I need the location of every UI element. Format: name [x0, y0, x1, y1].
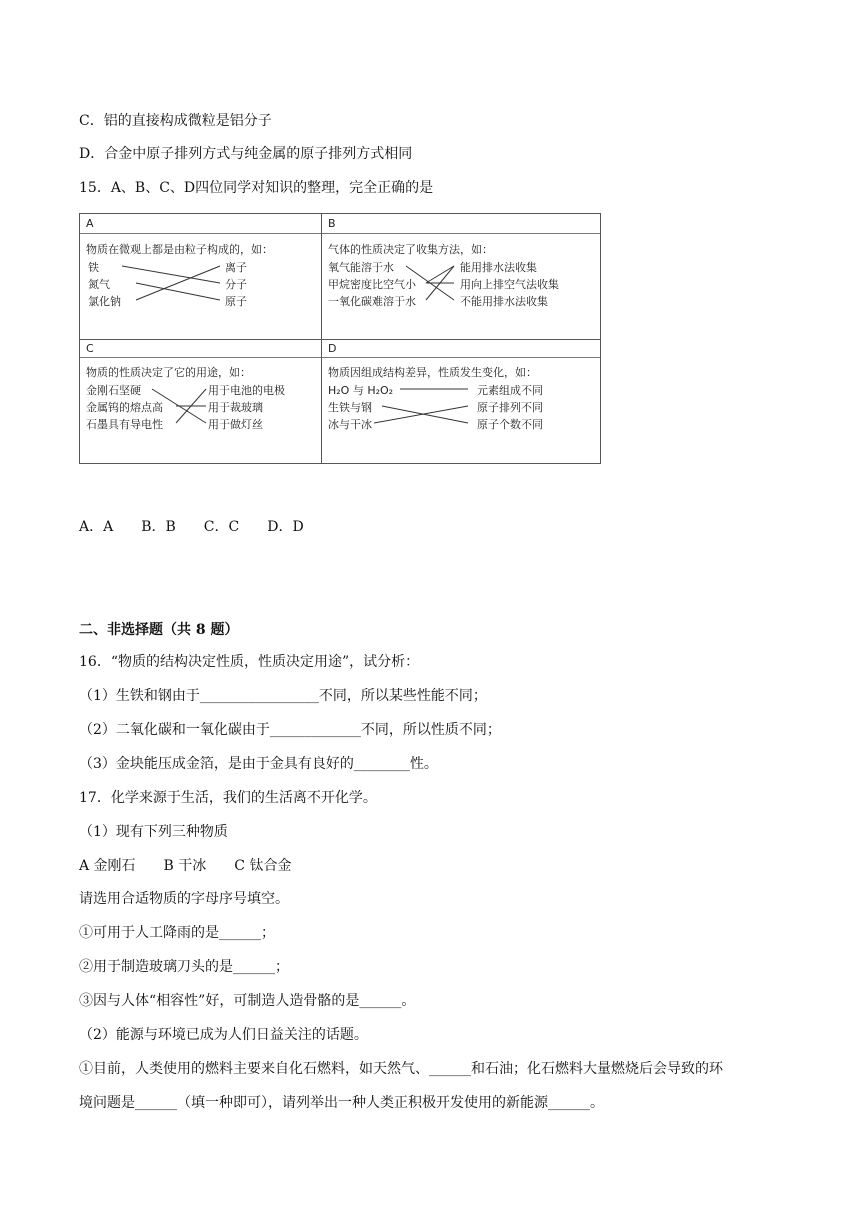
- question-17-stem: 17．化学来源于生活，我们的生活离不开化学。: [79, 790, 377, 806]
- option-d: D．合金中原子排列方式与纯金属的原子排列方式相同: [79, 146, 413, 162]
- cell-intro: 物质在微观上都是由粒子构成的，如：: [86, 243, 273, 256]
- knowledge-table: [79, 213, 601, 464]
- right-item: 原子: [225, 295, 247, 308]
- question-17-blank-2: ②用于制造玻璃刀头的是______；: [79, 959, 289, 975]
- question-15-answers: A．A B．B C．C D．D: [79, 519, 304, 535]
- right-item: 元素组成不同: [477, 384, 543, 397]
- table-cell-c: [80, 340, 320, 465]
- question-17-part-1: （1）现有下列三种物质: [79, 824, 228, 840]
- question-17-blank-1: ①可用于人工降雨的是______；: [79, 925, 275, 941]
- cell-header: B: [328, 217, 336, 230]
- right-item: 分子: [225, 278, 247, 291]
- question-17-blank-4a: ①目前，人类使用的燃料主要来自化石燃料，如天然气、______和石油；化石燃料大量燃烧后会导致的环: [79, 1061, 723, 1077]
- matching-lines: [322, 214, 600, 339]
- substance-choices: A 金刚石 B 干冰 C 钛合金: [79, 858, 292, 874]
- left-item: 氯化钠: [88, 295, 121, 308]
- question-16-part-3: （3）金块能压成金箔，是由于金具有良好的________性。: [79, 756, 438, 772]
- left-item: 冰与干冰: [328, 418, 372, 431]
- question-17-blank-4b: 境问题是______（填一种即可），请列举出一种人类正积极开发使用的新能源______。: [79, 1095, 604, 1111]
- left-item: 一氧化碳难溶于水: [328, 295, 416, 308]
- left-item: 金刚石坚硬: [86, 384, 141, 397]
- left-item: 甲烷密度比空气小: [328, 278, 416, 291]
- left-item: H₂O 与 H₂O₂: [328, 384, 394, 397]
- question-17-blank-3: ③因与人体“相容性”好，可制造人造骨骼的是______。: [79, 993, 416, 1009]
- right-item: 原子排列不同: [477, 401, 543, 414]
- left-item: 氮气: [88, 278, 110, 291]
- matching-lines: [322, 340, 600, 465]
- cell-header: C: [86, 342, 94, 355]
- right-item: 用向上排空气法收集: [460, 278, 559, 291]
- right-item: 用于电池的电极: [208, 384, 285, 397]
- table-cell-a: [80, 214, 320, 339]
- right-item: 离子: [225, 261, 247, 274]
- right-item: 不能用排水法收集: [460, 295, 548, 308]
- cell-intro: 物质因组成结构差异，性质发生变化，如：: [328, 366, 537, 379]
- question-15-stem: 15．A、B、C、D四位同学对知识的整理，完全正确的是: [79, 180, 434, 196]
- option-c: C．铝的直接构成微粒是铝分子: [79, 113, 272, 129]
- cell-header: D: [328, 342, 337, 355]
- right-item: 能用排水法收集: [460, 261, 537, 274]
- left-item: 铁: [88, 261, 99, 274]
- cell-intro: 物质的性质决定了它的用途，如：: [86, 366, 251, 379]
- table-cell-b: [322, 214, 600, 339]
- left-item: 金属钨的熔点高: [86, 401, 163, 414]
- question-16-part-1: （1）生铁和钢由于_________________不同，所以某些性能不同；: [79, 688, 487, 704]
- question-17-instruction: 请选用合适物质的字母序号填空。: [79, 891, 289, 907]
- left-item: 氧气能溶于水: [328, 261, 394, 274]
- right-item: 原子个数不同: [477, 418, 543, 431]
- left-item: 石墨具有导电性: [86, 418, 163, 431]
- question-17-part-2: （2）能源与环境已成为人们日益关注的话题。: [79, 1027, 368, 1043]
- cell-header: A: [86, 217, 94, 230]
- section-title: 二、非选择题（共 8 题）: [79, 622, 239, 638]
- right-item: 用于裁玻璃: [208, 401, 263, 414]
- question-16-stem: 16．“物质的结构决定性质，性质决定用途”，试分析：: [79, 654, 420, 670]
- question-16-part-2: （2）二氧化碳和一氧化碳由于_____________不同，所以性质不同；: [79, 722, 501, 738]
- matching-lines: [80, 214, 320, 339]
- matching-lines: [80, 340, 320, 465]
- cell-intro: 气体的性质决定了收集方法，如：: [328, 243, 493, 256]
- right-item: 用于做灯丝: [208, 418, 263, 431]
- table-cell-d: [322, 340, 600, 465]
- left-item: 生铁与钢: [328, 401, 372, 414]
